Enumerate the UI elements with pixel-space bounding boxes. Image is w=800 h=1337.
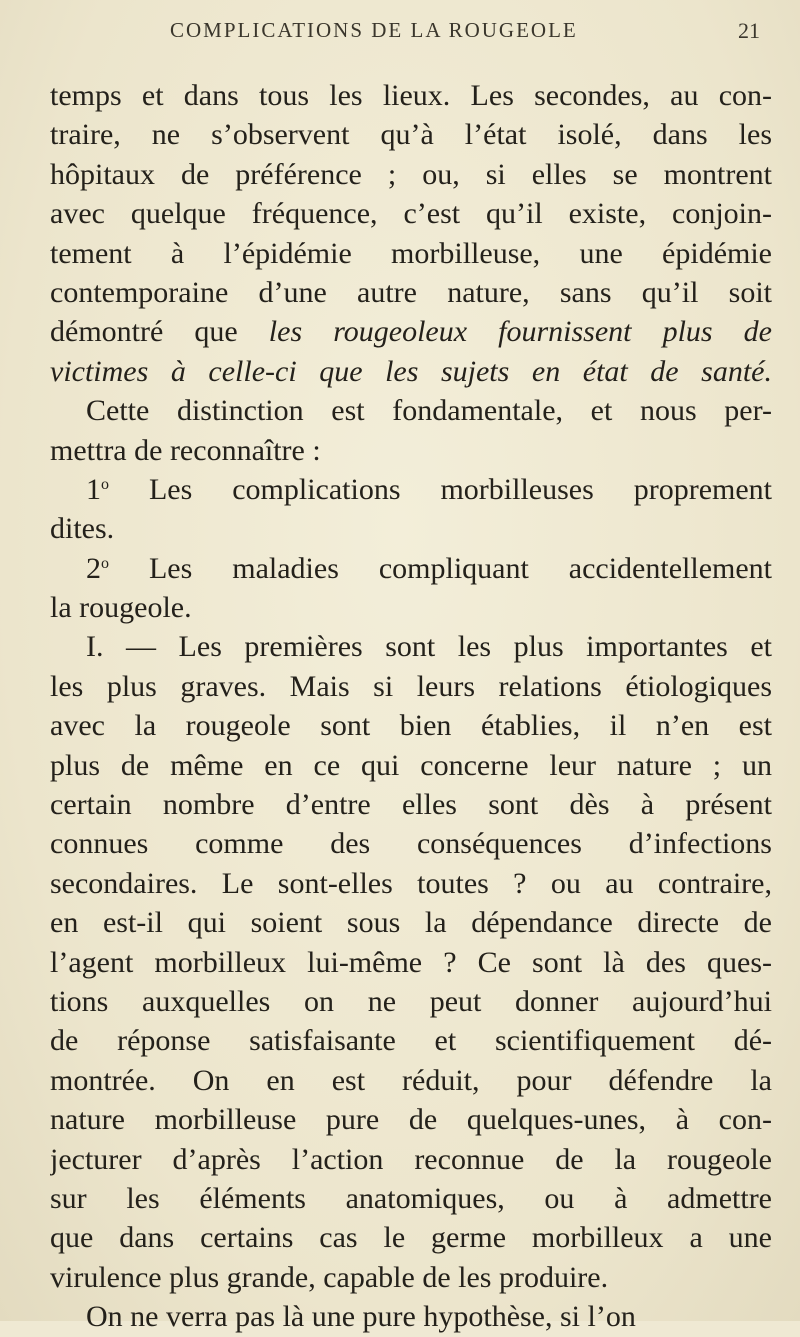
text-line: que dans certains cas le germe morbilleux a une: [50, 1221, 772, 1255]
text-line: l’agent morbilleux lui-même ? Ce sont là des ques-: [50, 945, 772, 979]
text-line: la rougeole.: [50, 591, 192, 625]
section-heading-line: I. — Les premières sont les plus importantes et: [86, 630, 772, 664]
text-line: jecturer d’après l’action reconnue de la rougeole: [50, 1142, 772, 1176]
text-line: secondaires. Le sont-elles toutes ? ou au contraire,: [50, 866, 772, 900]
text-line: hôpitaux de préférence ; ou, si elles se montrent: [50, 157, 772, 191]
text-line: contemporaine d’une autre nature, sans qu’il soit: [50, 275, 772, 309]
text-line: les plus graves. Mais si leurs relations étiologiques: [50, 669, 772, 703]
text-line: montrée. On en est réduit, pour défendre la: [50, 1063, 772, 1097]
running-head: [40, 18, 760, 50]
text-line: On ne verra pas là une pure hypothèse, si l’on: [86, 1300, 636, 1334]
text-line: plus de même en ce qui concerne leur nature ; un: [50, 748, 772, 782]
text-line: [50, 352, 772, 391]
list-item-2: 2$^o$ Les maladies compliquant accidentellement: [86, 551, 772, 585]
text-line: avec quelque fréquence, c’est qu’il existe, conjoin-: [50, 197, 772, 231]
italic-phrase: les rougeoleux fournissent plus de: [268, 315, 772, 349]
text-line: avec la rougeole sont bien établies, il n’en est: [50, 709, 772, 743]
running-head-title: COMPLICATIONS DE LA ROUGEOLE: [170, 18, 578, 42]
text-line: de réponse satisfaisante et scientifiquement dé-: [50, 1024, 772, 1058]
text-line: virulence plus grande, capable de les produire.: [50, 1260, 609, 1294]
text-line: mettra de reconnaître :: [50, 433, 321, 467]
text-line: traire, ne s’observent qu’à l’état isolé, dans les: [50, 118, 772, 152]
page-number: 21: [738, 18, 760, 43]
text-line: dites.: [50, 512, 115, 546]
italic-phrase: victimes à celle-ci que les sujets en état de santé.: [50, 354, 772, 388]
text-line: tement à l’épidémie morbilleuse, une épidémie: [50, 236, 772, 270]
text-line: en est-il qui soient sous la dépendance directe de: [50, 906, 772, 940]
text-line: connues comme des conséquences d’infections: [50, 827, 772, 861]
text-line: démontré que les rougeoleux fournissent plus de: [50, 315, 772, 349]
text-line: tions auxquelles on ne peut donner aujourd’hui: [50, 984, 772, 1018]
text-line: Cette distinction est fondamentale, et nous per-: [86, 394, 772, 428]
text-line: temps et dans tous les lieux. Les secondes, au con-: [50, 79, 772, 112]
text-line: sur les éléments anatomiques, ou à admettre: [50, 1181, 772, 1215]
body-text: [50, 76, 772, 1337]
text-line: certain nombre d’entre elles sont dès à présent: [50, 788, 772, 822]
text-line: nature morbilleuse pure de quelques-unes, à con-: [50, 1103, 772, 1137]
list-item-1: 1$^o$ Les complications morbilleuses proprement: [86, 472, 772, 506]
